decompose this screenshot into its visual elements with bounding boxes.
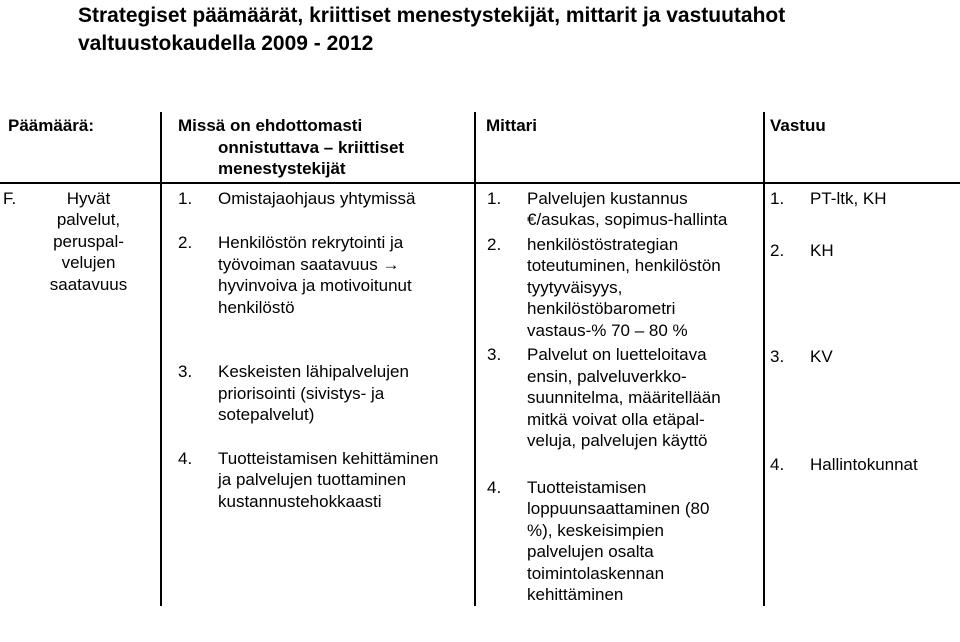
metric-text-3-line5: veluja, palvelujen käyttö (527, 431, 708, 450)
goal-line-3: peruspal- (53, 231, 124, 251)
header-row (0, 112, 960, 183)
header-csf-line2: onnistuttava – kriittiset (218, 137, 405, 157)
csf-item-1 (178, 188, 474, 210)
responsible-item-2 (770, 240, 960, 262)
header-csf-line1: Missä on ehdottomasti (178, 116, 363, 135)
header-goal-text: Päämäärä: (8, 116, 95, 135)
title-line-2: valtuustokaudella 2009 - 2012 (78, 32, 374, 55)
metric-number-4: 4. (487, 477, 502, 497)
goal-line-1: Hyvät (66, 188, 111, 208)
metric-text-3-line3: suunnitelma, määritellään (527, 388, 721, 407)
metric-text-4-line1: Tuotteistamisen (527, 477, 647, 497)
responsible-text-1: PT-ltk, KH (810, 188, 887, 208)
responsible-number-4: 4. (770, 455, 785, 474)
responsible-text-4: Hallintokunnat (810, 455, 918, 474)
metric-text-3-line1: Palvelut on luetteloitava (527, 345, 707, 364)
metric-text-4-line6: kehittäminen (527, 585, 624, 604)
responsible-item-1 (770, 188, 960, 210)
goal-line-4: velujen (61, 253, 116, 272)
metric-item-4 (487, 477, 763, 606)
responsible-text-2: KH (810, 241, 834, 260)
metric-item-3 (487, 344, 763, 452)
metric-text-1-line2: €/asukas, sopimus-hallinta (527, 210, 728, 229)
metric-text-4-line3: %), keskeisimpien (527, 520, 664, 540)
metric-text-2-line4: henkilöstöbarometri (527, 299, 676, 318)
metric-text-2-line2: toteutuminen, henkilöstön (527, 256, 721, 275)
metrics-cell (475, 183, 764, 606)
goal-line-2: palvelut, (56, 210, 121, 229)
csf-item-2 (178, 232, 474, 318)
csf-text-1: Omistajaohjaus yhtymissä (218, 188, 416, 208)
csf-number-1: 1. (178, 188, 193, 208)
header-responsible-text: Vastuu (770, 116, 826, 135)
goal-line-5: saatavuus (49, 274, 128, 294)
header-metrics-text: Mittari (486, 116, 537, 135)
goal-text (45, 188, 160, 296)
metric-text-4-line5: toimintolaskennan (527, 563, 665, 583)
metric-text-2-line5: vastaus-% 70 – 80 % (527, 320, 688, 340)
csf-text-4-line2: ja palvelujen tuottaminen (218, 470, 407, 489)
metric-text-4-line4: palvelujen osalta (527, 542, 654, 561)
goal-item (0, 188, 160, 296)
csf-text-3-line2: priorisointi (sivistys- ja (218, 383, 385, 403)
metric-text-2-line3: tyytyväisyys, (527, 277, 623, 297)
goal-number: F. (3, 188, 17, 208)
header-goal (0, 112, 161, 183)
metric-text-3-line4: mitkä voivat olla etäpal- (527, 409, 705, 429)
csf-text-2-line4: henkilöstö (218, 297, 295, 317)
csf-cell (161, 183, 475, 606)
right-arrow-icon: → (382, 254, 400, 274)
header-metrics (475, 112, 764, 183)
responsible-number-1: 1. (770, 188, 785, 208)
metric-number-3: 3. (487, 345, 502, 364)
csf-number-2: 2. (178, 233, 193, 252)
csf-number-3: 3. (178, 362, 193, 381)
metric-text-4-line2: loppuunsaattaminen (80 (527, 499, 710, 518)
csf-text-2-line1: Henkilöstön rekrytointi ja (218, 233, 404, 252)
csf-number-4: 4. (178, 448, 193, 468)
header-csf-line3: menestystekijät (218, 159, 346, 178)
csf-text-3-line3: sotepalvelut) (218, 405, 315, 424)
metric-text-2-line1: henkilöstöstrategian (527, 234, 679, 254)
responsible-number-3: 3. (770, 346, 785, 366)
strategy-table (0, 112, 960, 606)
title-line-1: Strategiset päämäärät, kriittiset menestystekijät, mittarit ja vastuutahot (78, 4, 786, 27)
responsible-item-3 (770, 346, 960, 368)
header-csf (161, 112, 475, 183)
document-title (78, 2, 938, 58)
responsible-text-3: KV (810, 346, 833, 366)
responsible-cell (764, 183, 960, 606)
csf-item-3 (178, 361, 474, 426)
responsible-item-4 (770, 454, 960, 476)
metric-item-2 (487, 234, 763, 342)
goal-cell (0, 183, 161, 606)
csf-item-4 (178, 448, 474, 513)
csf-text-2-line2: työvoiman saatavuus (218, 254, 378, 274)
metric-number-2: 2. (487, 234, 502, 254)
csf-text-4-line1: Tuotteistamisen kehittäminen (218, 448, 439, 468)
metric-text-1-line1: Palvelujen kustannus (527, 188, 688, 208)
content-row (0, 183, 960, 606)
metric-number-1: 1. (487, 188, 502, 208)
header-responsible (764, 112, 960, 183)
csf-text-3-line1: Keskeisten lähipalvelujen (218, 362, 409, 381)
metric-text-3-line2: ensin, palveluverkko- (527, 366, 687, 386)
csf-text-4-line3: kustannustehokkaasti (218, 491, 382, 511)
metric-item-1 (487, 188, 763, 231)
csf-text-2-line3: hyvinvoiva ja motivoitunut (218, 276, 412, 295)
responsible-number-2: 2. (770, 241, 785, 260)
